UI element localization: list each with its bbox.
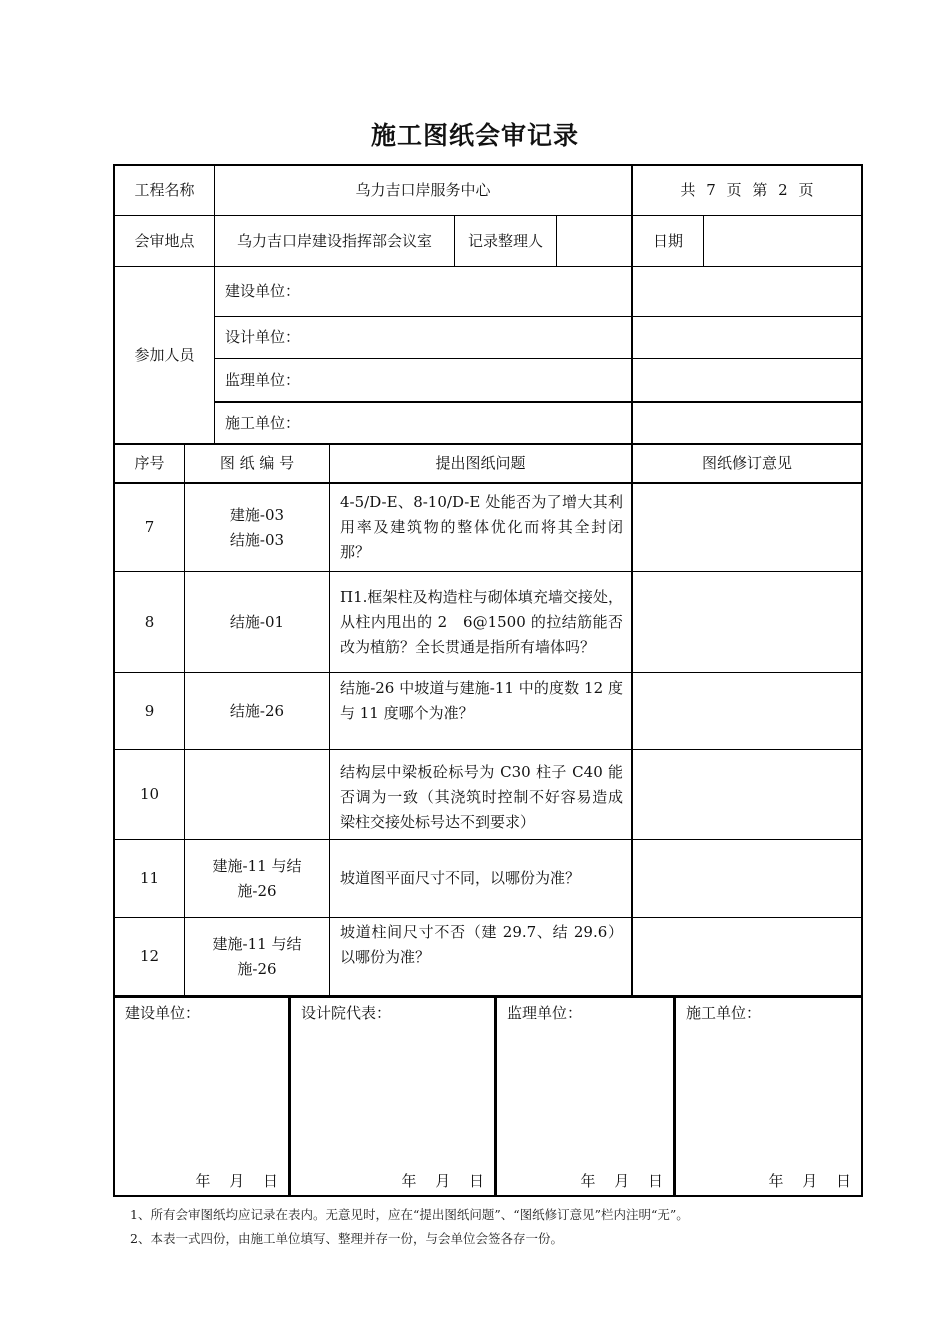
signature-contractor [675, 996, 863, 1197]
row-drawing [185, 750, 329, 839]
row-no: 11 [139, 869, 160, 887]
signature-label: 施工单位： [686, 1004, 762, 1022]
row-opinion [633, 840, 861, 917]
footnote-2: 2、本表一式四份，由施工单位填写、整理并存一份，与会单位会签各存一份。 [130, 1231, 563, 1246]
signature-date: 年 月 日 [768, 1172, 851, 1190]
participant-unit-design: 设计单位： [225, 328, 301, 346]
row-no: 7 [144, 518, 155, 536]
recorder-label: 记录整理人 [467, 231, 543, 250]
signature-label: 设计院代表： [301, 1004, 392, 1022]
participant-unit-contractor: 施工单位： [225, 413, 301, 432]
signature-label: 建设单位： [125, 1004, 201, 1022]
col-header-no: 序号 [134, 454, 165, 472]
signature-construction-unit [113, 996, 290, 1197]
document-title: 施工图纸会审记录 [370, 121, 579, 150]
row-issue: 坡道柱间尺寸不否（建 29.7、结 29.6）以哪份为准？ [340, 923, 623, 966]
col-header-opinion: 图纸修订意见 [701, 454, 792, 472]
project-name-value: 乌力吉口岸服务中心 [355, 181, 491, 199]
row-issue: 坡道图平面尺寸不同，以哪份为准？ [340, 869, 581, 887]
row-drawing: 结施-01 [229, 612, 285, 631]
row-opinion [633, 750, 861, 839]
row-issue: 4-5/D-E、8-10/D-E 处能否为了增大其利用率及建筑物的整体优化而将其全封闭那？ [340, 493, 623, 561]
project-name-label: 工程名称 [134, 181, 195, 199]
col-header-drawing-no: 图 纸 编 号 [219, 454, 295, 472]
row-opinion [633, 572, 861, 672]
row-no: 9 [144, 701, 155, 720]
row-no: 10 [139, 785, 160, 803]
footnote-1: 1、所有会审图纸均应记录在表内。无意见时，应在“提出图纸问题”、“图纸修订意见”栏内注明“无”。 [130, 1207, 689, 1222]
row-no: 8 [144, 612, 155, 631]
row-drawing: 建施-11 与结施-26 [212, 934, 302, 978]
participant-unit-supervision: 监理单位： [225, 370, 301, 389]
signature-supervision-unit [496, 996, 675, 1197]
participant-unit-construction: 建设单位： [225, 282, 301, 300]
row-opinion [633, 918, 861, 995]
row-drawing: 结施-26 [229, 701, 285, 720]
signature-date: 年 月 日 [195, 1172, 278, 1190]
participants-label: 参加人员 [134, 345, 195, 364]
signature-design-institute [290, 996, 496, 1197]
row-issue: П1.框架柱及构造柱与砌体填充墙交接处，从柱内甩出的 2 6@1500 的拉结筋能否改为植筋？全长贯通是指所有墙体吗？ [340, 587, 623, 656]
row-opinion [633, 673, 861, 749]
signature-date: 年 月 日 [580, 1172, 663, 1190]
review-location-value: 乌力吉口岸建设指挥部会议室 [236, 231, 432, 250]
signature-date: 年 月 日 [401, 1172, 484, 1190]
row-issue: 结施-26 中坡道与建施-11 中的度数 12 度与 11 度哪个为准？ [340, 679, 623, 722]
col-header-issue: 提出图纸问题 [435, 454, 526, 472]
review-location-label: 会审地点 [134, 231, 195, 250]
row-opinion [633, 484, 861, 571]
row-no: 12 [139, 947, 160, 965]
row-drawing: 建施-11 与结施-26 [212, 856, 302, 900]
row-issue: 结构层中梁板砼标号为 C30 柱子 C40 能否调为一致（其浇筑时控制不好容易造成梁柱交接处标号达不到要求） [340, 763, 623, 831]
date-label: 日期 [653, 231, 684, 250]
date-value [704, 216, 861, 266]
signature-label: 监理单位： [507, 1004, 583, 1022]
recorder-value [557, 216, 631, 266]
row-drawing: 建施-03 结施-03 [229, 505, 285, 549]
page-count: 共 7 页 第 2 页 [680, 181, 814, 199]
